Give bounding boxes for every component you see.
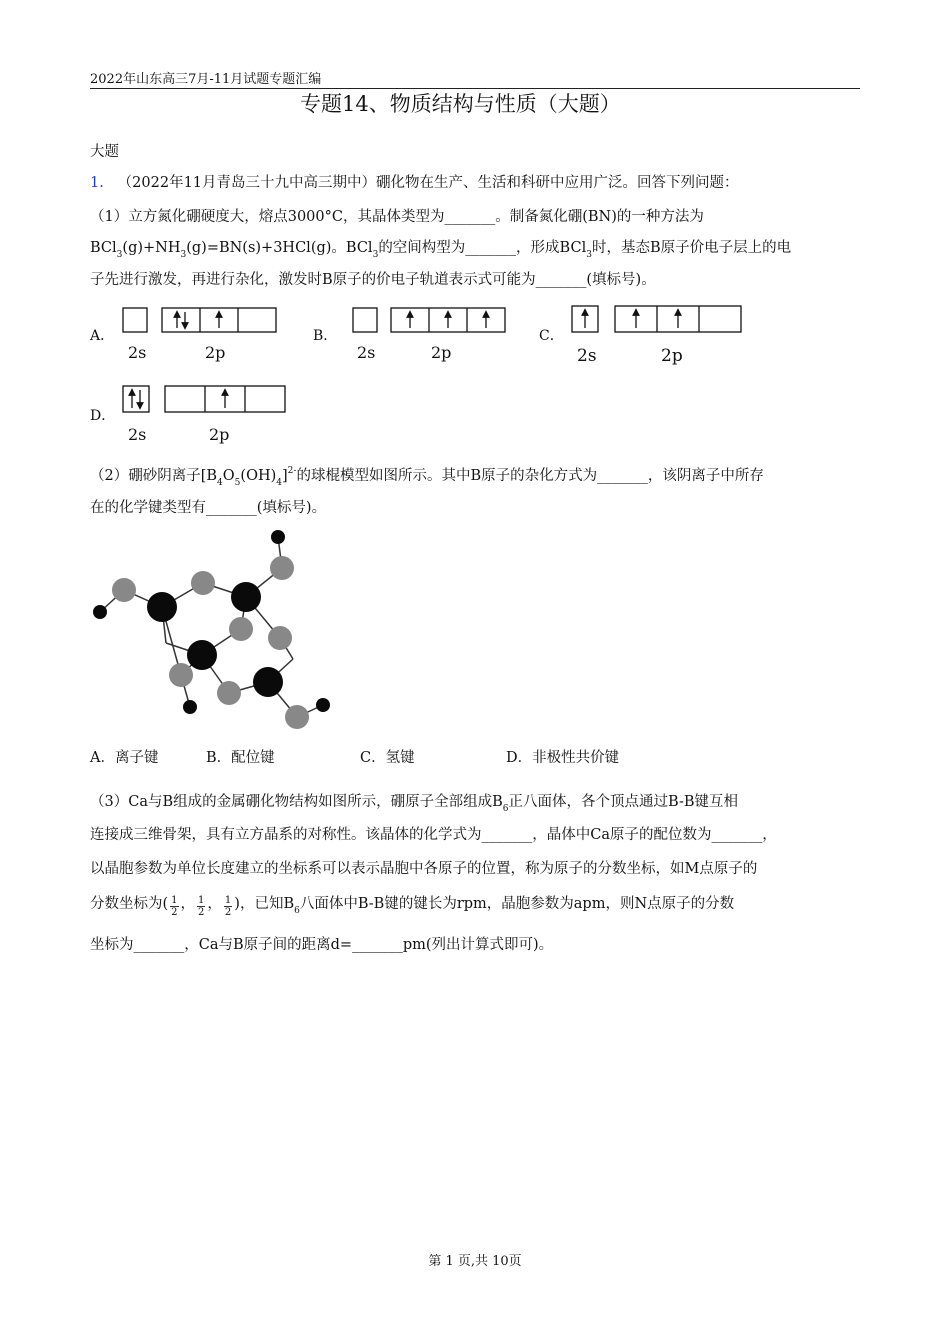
option-b-2s-box [353, 308, 377, 332]
option-b-2s-label: 2s [357, 343, 376, 362]
part1-line2: $BCl_3(g)+NH_3(g)=BN(s)+3HCl(g)$。BCl$_3$的空间构型为_______，形成BCl$_3$时，基态B原子价电子层上的电 [90, 240, 792, 260]
part3-line4: 分数坐标为( $\frac{1}{2}$ ， $\frac{1}{2}$ ， $\frac{1}{2}$ )，已知$B_6$八面体中B-B键的键长为rpm，晶胞参数为apm，则N点原子的分数 [90, 895, 735, 918]
option-d-2s-label: 2s [128, 425, 147, 444]
part3-line2: 连接成三维骨架，具有立方晶系的对称性。该晶体的化学式为_______，晶体中Ca原子的配位数为_______， [90, 827, 777, 843]
option-a-2p-label: 2p [205, 343, 226, 362]
option-b-2p-label: 2p [431, 343, 452, 362]
orbital-diagrams [85, 300, 785, 450]
option-a-2s-box [123, 308, 147, 332]
question-1-intro: 1. （2022年11月青岛三十九中高三期中）硼化物在生产、生活和科研中应用广泛。回答下列问题： [90, 175, 739, 191]
fraction-one-half: $\frac{1}{2}$ [198, 895, 205, 918]
part2-option-a: A．离子键 [90, 750, 159, 766]
fraction-one-half: $\frac{1}{2}$ [224, 895, 232, 918]
part2-option-b: B．配位键 [206, 750, 275, 766]
part1-line3: 子先进行激发，再进行杂化，激发时B原子的价电子轨道表示式可能为_______(填标号)。 [90, 272, 656, 288]
part3-line5: 坐标为_______，Ca与B原子间的距离d=_______pm(列出计算式即可)。 [90, 937, 554, 953]
part2-line2: 在的化学键类型有_______(填标号)。 [90, 500, 327, 516]
option-a-label: A． [90, 328, 115, 344]
part3-line3: 以晶胞参数为单位长度建立的坐标系可以表示晶胞中各原子的位置，称为原子的分数坐标，如M点原子的 [90, 861, 758, 877]
option-c-label: C． [539, 328, 564, 344]
option-d-2s-box [123, 386, 149, 412]
page-footer: 第 1 页,共 10页 [428, 1254, 522, 1269]
option-d-2p-label: 2p [209, 425, 230, 444]
option-b-label: B． [313, 328, 338, 344]
part1-line1: （1）立方氮化硼硬度大，熔点3000°C，其晶体类型为_______。制备氮化硼(BN)的一种方法为 [90, 209, 704, 225]
option-a-2s-label: 2s [128, 343, 147, 362]
question-number: 1. [90, 175, 104, 191]
part3-line1: （3）Ca与B组成的金属硼化物结构如图所示，硼原子全部组成$B_6$正八面体，各个顶点通过B-B键互相 [90, 794, 738, 814]
part2-option-d: D．非极性共价键 [506, 750, 620, 766]
option-c-2s-label: 2s [577, 346, 597, 366]
borax-anion-ball-stick-model [88, 525, 348, 735]
part2-option-c: C．氢键 [360, 750, 415, 766]
part2-line1: （2）硼砂阴离子$[B_4O_5(OH)_4]^{2-}$的球棍模型如图所示。其中B原子的杂化方式为_______，该阴离子中所存 [90, 466, 764, 488]
section-label: 大题 [90, 144, 119, 160]
page-title: 专题14、物质结构与性质（大题） [300, 92, 621, 116]
document-header: 2022年山东高三7月-11月试题专题汇编 [90, 72, 322, 87]
option-d-label: D． [90, 408, 116, 424]
option-c-2p-label: 2p [661, 346, 683, 366]
fraction-one-half: $\frac{1}{2}$ [171, 895, 178, 918]
